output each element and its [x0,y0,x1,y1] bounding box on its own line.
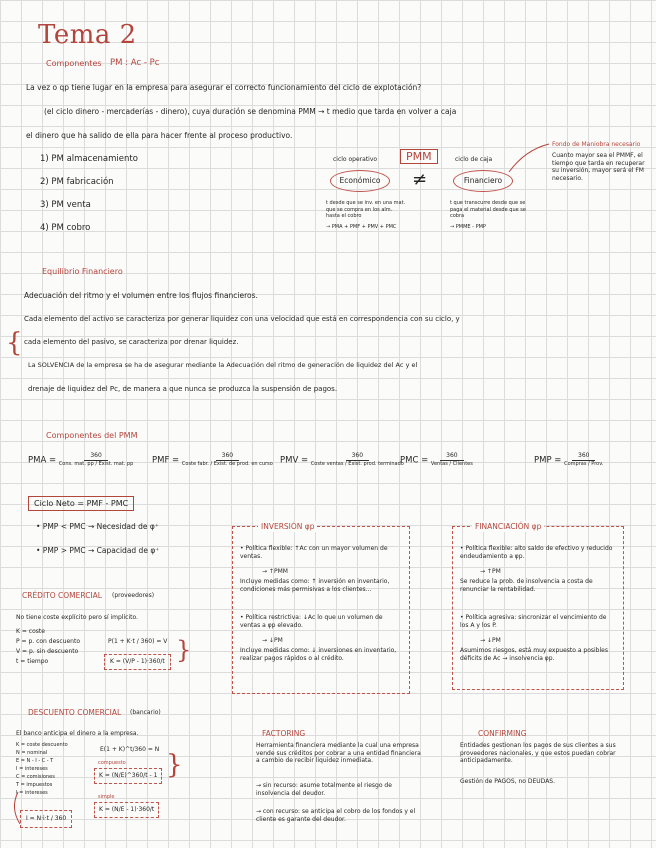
arrow-to-interest [8,790,28,830]
descuento-heading: DESCUENTO COMERCIAL [28,708,122,717]
credito-heading: CRÉDITO COMERCIAL [22,591,102,600]
inversion-restrictiva: • Política restrictiva: ↓Aᴄ lo que un volumen de ventas a φp elevado. [240,614,383,629]
financiacion-agresiva-arrow: → ↓PM [480,637,501,644]
descuento-label-compuesto: compuesto [98,760,126,766]
financiero-top-label: ciclo de caja [455,156,493,163]
factoring-text: Herramienta financiera mediante la cual una empresa vende sus créditos por cobrar a una entidad financiera a cambio de recibir liquidez inmediata. [256,742,421,764]
descuento-var: E = N - I - C - T [16,758,54,764]
componentes-heading: Componentes [46,59,102,68]
factoring-heading: FACTORING [262,729,306,738]
credito-line-1: No tiene coste explícito pero sí implícito. [16,614,138,621]
not-equal-sign: ≠ [412,169,428,190]
equilibrio-line-2: Cada elemento del activo se caracteriza por generar liquidez con una velocidad que está en correspondencia con su ciclo, y [24,315,460,323]
fondo-heading: Fondo de Maniobra necesario [552,141,641,148]
economico-top-label: ciclo operativo [333,156,378,163]
descuento-interest-formula: I = N·i·t / 360 [20,810,72,828]
confirming-text: Entidades gestionan los pagos de sus clientes a sus proveedores nacionales, y que estos puedan cobrar anticipadamente. [460,742,616,764]
economico-desc: t desde que se inv. en una mat. que se compra en los alm. hasta el cobro [326,200,406,219]
credito-var: t = tiempo [16,658,49,665]
pm-item: 1) PM almacenamiento [40,154,138,164]
formula-pmp: PMP = $\frac{360}{\text{Compras / Prov.}}$ [534,452,604,467]
descuento-var: T = impuestos [16,782,53,788]
financiero-desc: t que transcurre desde que se paga el material desde que se cobra [450,200,526,219]
ciclo-neto-box: Ciclo Neto = PMF - PMC [28,496,134,511]
ciclo-item: • PMP < PMC → Necesidad de φ⁺ [36,522,159,531]
intro-line-1: La vez o qp tiene lugar en la empresa para asegurar el correcto funcionamiento del ciclo de explotación? [26,83,422,92]
componentes-formula: PM : Aᴄ - Pᴄ [110,58,160,68]
descuento-formula-top: E(1 + K)^t/360 = N [100,746,160,753]
intro-line-3: el dinero que ha salido de ella para hacer frente al proceso productivo. [26,131,293,140]
inversion-restrictiva-desc: Incluye medidas como: ↓ inversiones en inventario, realizar pagos rápidos o al crédito. [240,647,397,662]
formula-pmc: PMC = $\frac{360}{\text{Ventas / Clientes}}$ [400,452,473,467]
formula-pmv: PMV = $\frac{360}{\text{Coste ventas / Exist. prod. terminado}}$ [280,452,404,467]
credito-heading-note: (proveedores) [112,592,155,599]
financiacion-flexible-arrow: → ↑PM [480,568,501,575]
descuento-var: N = nominal [16,750,48,756]
equilibrio-heading: Equilibrio Financiero [42,267,123,276]
economico-formula: → PMA + PMF + PMV + PMC [326,224,397,230]
pm-item: 3) PM venta [40,200,91,210]
inversion-restrictiva-arrow: → ↓PM [262,637,283,644]
descuento-var: K = coste descuento [16,742,68,748]
componentes-pmm-heading: Componentes del PMM [46,431,138,440]
formula-pma: PMA = $\frac{360}{\text{Cons. mat. pp / Exist. mat. pp}}$ [28,452,134,467]
credito-var: V = p. sin descuento [16,648,79,655]
pm-item: 2) PM fabricación [40,177,114,187]
descuento-var: I = intereses [16,790,48,796]
credito-formula-top: P(1 + K·t / 360) = V [108,638,168,645]
financiero-formula: → PMME - PMP [450,224,486,230]
arrow-to-fondo [505,140,555,176]
financiacion-flexible: • Política flexible: alto saldo de efectivo y reducido endeudamiento a φp. [460,545,613,560]
ciclo-item: • PMP > PMC → Capacidad de φ⁺ [36,546,160,555]
descuento-formula-compuesto: K = (N/E)^360/t - 1 [94,768,162,784]
credito-var: P = p. con descuento [16,638,81,645]
descuento-label-simple: simple [98,794,115,800]
credito-formula-box: K = (V/P - 1)·360/t [104,654,171,670]
page-title: Tema 2 [38,20,137,50]
inversion-flexible-desc: Incluye medidas como: ↑ inversión en inventario, condiciones más permisivas a los clientes… [240,578,390,593]
financiacion-heading: FINANCIACIÓN φp [472,521,544,532]
fondo-text: Cuanto mayor sea el PMMF, el tiempo que tarda en recuperar su inversión, mayor será el FM necesario. [552,152,645,182]
inversion-flexible: • Política flexible: ↑Aᴄ con un mayor volumen de ventas. [240,545,388,560]
equilibrio-line-5: drenaje de liquidez del Pᴄ, de manera a que nunca se produzca la suspensión de pagos. [28,385,338,393]
descuento-line-1: El banco anticipa el dinero a la empresa. [16,730,139,737]
confirming-heading: CONFIRMING [478,729,527,738]
formula-pmf: PMF = $\frac{360}{\text{Coste fabr. / Exist. de prod. en curso}}$ [152,452,273,467]
financiacion-agresiva: • Política agresiva: sincronizar el vencimiento de los A y los P. [460,614,607,629]
confirming-note: Gestión de PAGOS, no DEUDAS. [460,778,556,785]
economico-oval: Económico [330,170,390,192]
equilibrio-line-4: La SOLVENCIA de la empresa se ha de asegurar mediante la Adecuación del ritmo de generación de liquidez del Aᴄ y el [28,361,418,369]
descuento-brace: } [166,750,183,780]
pmm-box: PMM [400,149,438,164]
equilibrio-line-1: Adecuación del ritmo y el volumen entre los flujos financieros. [24,291,258,300]
factoring-con-recurso: → con recurso: se anticipa el cobro de los fondos y el cliente es garante del deudor. [256,808,416,823]
financiacion-flexible-desc: Se reduce la prob. de insolvencia a costa de renunciar la rentabilidad. [460,578,593,593]
financiero-oval: Financiero [453,170,513,192]
descuento-heading-note: (bancario) [130,709,161,716]
curly-brace: { [6,328,23,358]
pm-item: 4) PM cobro [40,223,91,233]
inversion-heading: INVERSIÓN φp [258,521,317,532]
financiacion-agresiva-desc: Asumimos riesgos, está muy expuesto a posibles déficits de Aᴄ → insolvencia φp. [460,647,608,662]
descuento-formula-simple: K = (N/E - 1)·360/t [94,802,159,818]
intro-line-2: (el ciclo dinero - mercaderías - dinero), cuya duración se denomina PMM → t medio que tarda en volver a caja [44,107,457,116]
credito-var: K = coste [16,628,45,635]
descuento-var: C = comisiones [16,774,55,780]
descuento-var: I = intereses [16,766,48,772]
factoring-sin-recurso: → sin recurso: asume totalmente el riesgo de insolvencia del deudor. [256,782,392,797]
credito-brace: } [176,636,192,664]
inversion-flexible-arrow: → ↑PMM [262,568,288,575]
equilibrio-line-3: cada elemento del pasivo, se caracteriza por drenar liquidez. [24,338,239,346]
